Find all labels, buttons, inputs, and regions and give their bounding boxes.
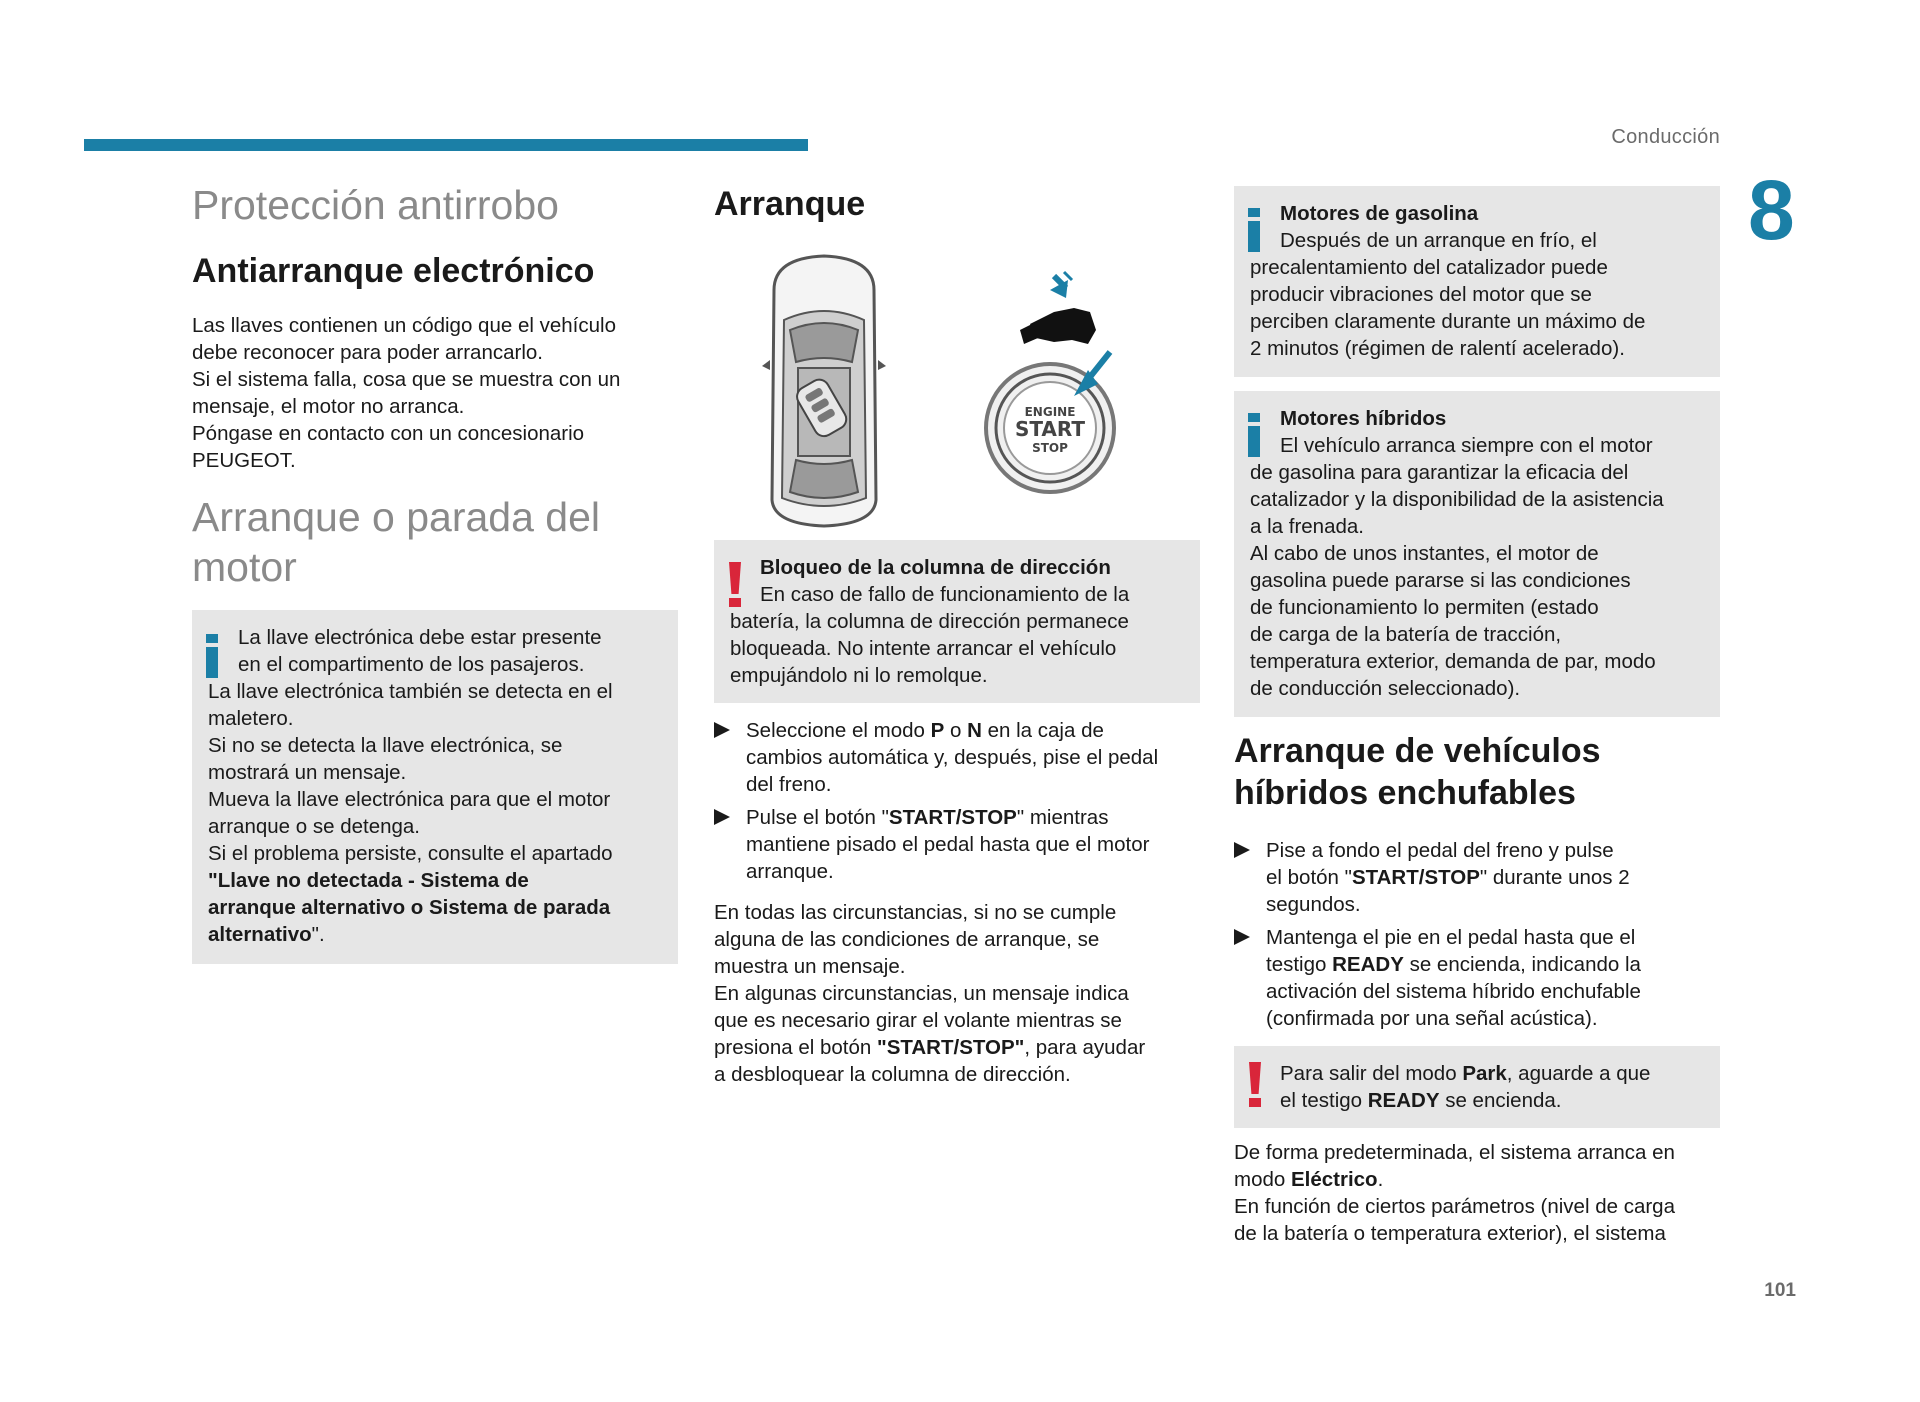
bullet-arrow-icon — [1234, 842, 1250, 858]
info-icon — [206, 634, 218, 678]
brake-pedal-icon — [1020, 272, 1096, 344]
info-reference-bold: "Llave no detectada - Sistema de — [208, 869, 529, 892]
header-accent-bar — [84, 139, 808, 151]
chapter-number: 8 — [1748, 163, 1795, 257]
immobilizer-line: mensaje, el motor no arranca. — [192, 395, 465, 418]
stop-label: STOP — [1032, 441, 1068, 455]
subsection-title-immobilizer: Antiarranque electrónico — [192, 252, 595, 290]
info-title: Motores de gasolina — [1280, 202, 1479, 225]
info-reference-end: ". — [311, 923, 325, 946]
start-stop-button-icon — [986, 352, 1114, 492]
info-line: Mueva la llave electrónica para que el motor — [208, 788, 611, 811]
info-box-hybrid-engines: Motores híbridos El vehículo arranca siempre con el motor de gasolina para garantizar la eficacia del catalizador y la disponibilidad de la asistencia a la frenada. Al cabo de unos instantes, el motor de gasolina puede pararse si las condiciones de funcionamiento lo permiten (estado de carga de la batería de tracción, temperatura exterior, demanda de par, modo de conducción seleccionado). — [1234, 391, 1720, 717]
info-line: La llave electrónica también se detecta en el — [208, 680, 613, 703]
info-line: arranque o se detenga. — [208, 815, 420, 838]
section-title-start-stop-line2: motor — [192, 544, 297, 590]
immobilizer-line: Las llaves contienen un código que el vehículo — [192, 314, 616, 337]
info-icon — [1248, 208, 1260, 252]
info-line: en el compartimento de los pasajeros. — [238, 653, 585, 676]
immobilizer-line: Póngase en contacto con un concesionario — [192, 422, 585, 445]
info-icon — [1248, 413, 1260, 457]
warning-title: Bloqueo de la columna de dirección — [760, 556, 1111, 579]
starting-conditions-text: En todas las circunstancias, si no se cumple alguna de las condiciones de arranque, se muestra un mensaje. En algunas circunstancias, un mensaje indica que es necesario girar el volante mientras se presiona el botón "START/STOP", para ayudar a desbloquear la columna de dirección. — [714, 901, 1146, 1086]
section-title-plugin-hybrid: Arranque de vehículos híbridos enchufables — [1234, 732, 1601, 812]
section-title-antitheft: Protección antirrobo — [192, 182, 559, 228]
bullet-arrow-icon — [714, 722, 730, 738]
warning-line: bloqueada. No intente arrancar el vehículo — [730, 637, 1117, 660]
bullet-arrow-icon — [1234, 929, 1250, 945]
warning-line: En caso de fallo de funcionamiento de la — [760, 583, 1130, 606]
warning-box-steering-lock — [714, 540, 1200, 703]
info-line: maletero. — [208, 707, 294, 730]
section-title-starting: Arranque — [714, 185, 866, 223]
starting-illustration — [714, 250, 1194, 532]
warning-line: empujándolo ni lo remolque. — [730, 664, 988, 687]
info-line: La llave electrónica debe estar presente — [238, 626, 602, 649]
section-label: Conducción — [1611, 126, 1720, 148]
info-line: Si no se detecta la llave electrónica, se — [208, 734, 563, 757]
step-press-start-stop: Pulse el botón "START/STOP" mientras mantiene pisado el pedal hasta que el motor arranque. — [714, 804, 1200, 885]
info-line: mostrará un mensaje. — [208, 761, 407, 784]
warning-box-park-mode: Para salir del modo Park, aguarde a que el testigo READY se encienda. — [1234, 1046, 1720, 1128]
immobilizer-line: PEUGEOT. — [192, 449, 296, 472]
engine-label: ENGINE — [1024, 405, 1076, 419]
immobilizer-text — [192, 312, 678, 474]
immobilizer-line: debe reconocer para poder arrancarlo. — [192, 341, 543, 364]
step-press-brake: Pise a fondo el pedal del freno y pulse el botón "START/STOP" durante unos 2 segundos. — [1234, 837, 1720, 918]
info-reference-bold: arranque alternativo o Sistema de parada — [208, 896, 611, 919]
warning-line: batería, la columna de dirección permanece — [730, 610, 1129, 633]
step-select-gear: Seleccione el modo P o N en la caja de cambios automática y, después, pise el pedal del freno. — [714, 717, 1200, 798]
warning-icon — [728, 562, 742, 608]
info-title: Motores híbridos — [1280, 407, 1447, 430]
immobilizer-line: Si el sistema falla, cosa que se muestra con un — [192, 368, 621, 391]
start-label: START — [1014, 417, 1086, 441]
bullet-arrow-icon — [714, 809, 730, 825]
info-box-electronic-key — [192, 610, 678, 964]
section-title-start-stop-line1: Arranque o parada del — [192, 494, 601, 540]
car-top-view-icon — [762, 256, 886, 526]
page-number: 101 — [1764, 1280, 1796, 1301]
default-mode-text: De forma predeterminada, el sistema arranca en modo Eléctrico. En función de ciertos parámetros (nivel de carga de la batería o temperatura exterior), el sistema — [1234, 1141, 1675, 1245]
info-box-petrol-engines: Motores de gasolina Después de un arranque en frío, el precalentamiento del catalizador puede producir vibraciones del motor que se perciben claramente durante un máximo de 2 minutos (régimen de ralentí acelerado). — [1234, 186, 1720, 377]
info-reference-bold: alternativo — [208, 923, 312, 946]
warning-icon — [1248, 1062, 1262, 1108]
info-line: Si el problema persiste, consulte el apartado — [208, 842, 613, 865]
section-title-start-stop — [192, 492, 600, 592]
step-wait-ready: Mantenga el pie en el pedal hasta que el testigo READY se encienda, indicando la activación del sistema híbrido enchufable (confirmada por una señal acústica). — [1234, 924, 1720, 1032]
